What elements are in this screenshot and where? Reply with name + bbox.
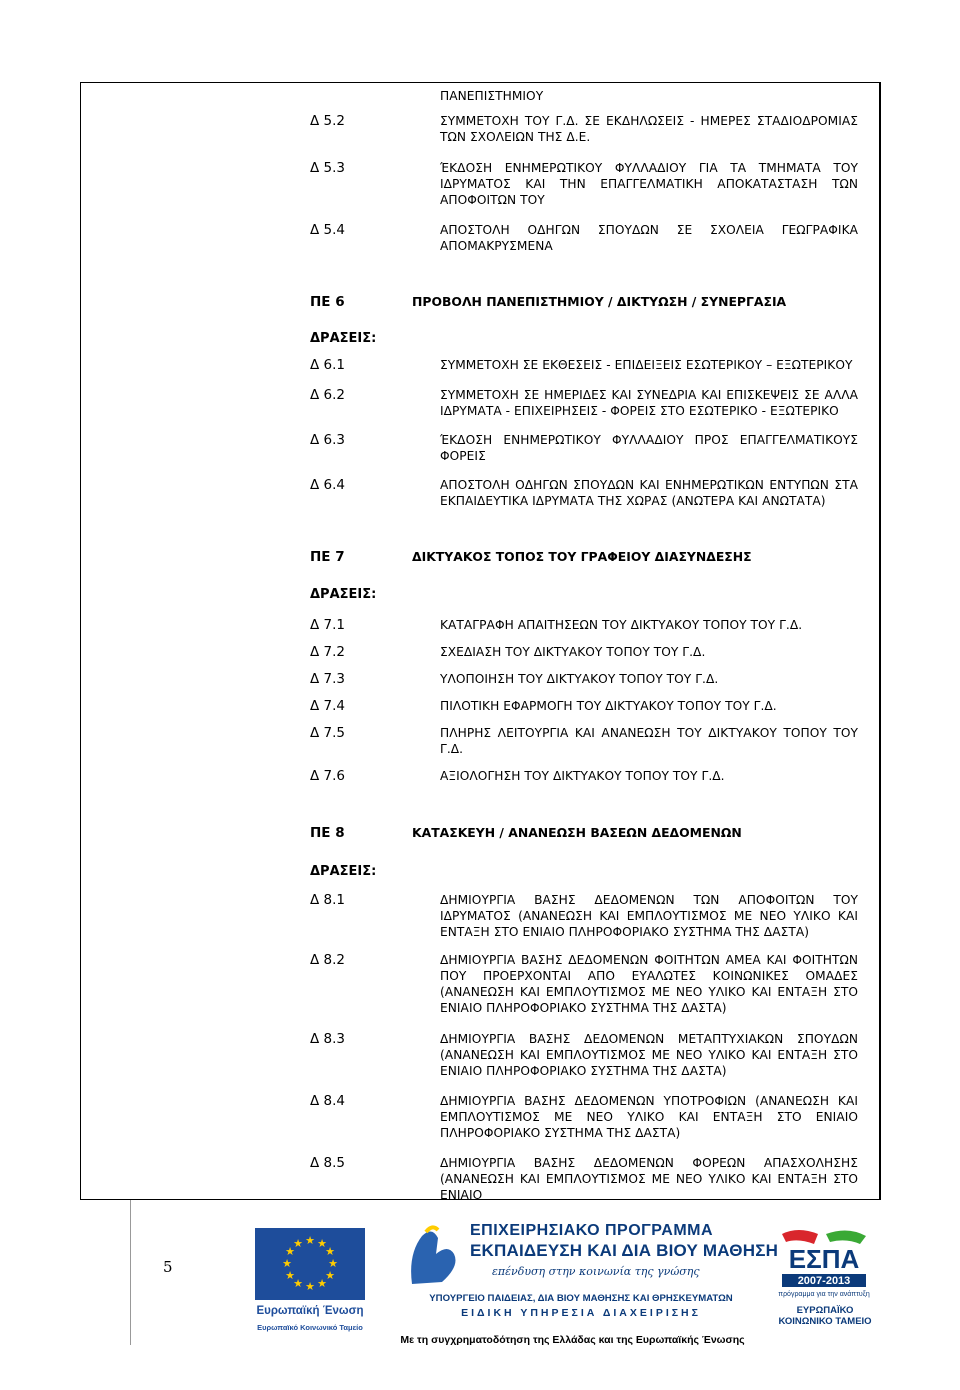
action-text-8-5: ΔΗΜΙΟΥΡΓΙΑ ΒΑΣΗΣ ΔΕΔΟΜΕΝΩΝ ΦΟΡΕΩΝ ΑΠΑΣΧΟΛΗΣΗΣ (ΑΝΑΝΕΩΣΗ ΚΑΙ ΕΜΠΛΟΥΤΙΣΜΟΣ ΜΕ ΝΕΟ ΥΛΙΚΟ ΚΑΙ ΕΝΤΑΞΗ ΣΤΟ ΕΝΙΑΙΟ [440,1156,858,1202]
action-code-6-2: Δ 6.2 [310,387,345,403]
section-code-pe6: ΠΕ 6 [310,294,345,310]
program-line1: ΕΠΙΧΕΙΡΗΣΙΑΚΟ ΠΡΟΓΡΑΜΜΑ [470,1222,714,1239]
row-code-5-2: Δ 5.2 [310,113,345,129]
program-slogan: επένδυση στην κοινωνία της γνώσης [492,1265,700,1278]
row-continuation-text: ΠΑΝΕΠΙΣΤΗΜΙΟΥ [440,89,544,103]
action-code-6-4: Δ 6.4 [310,477,345,493]
svg-text:★: ★ [305,1280,315,1293]
action-text-7-3: ΥΛΟΠΟΙΗΣΗ ΤΟΥ ΔΙΚΤΥΑΚΟΥ ΤΟΠΟΥ ΤΟΥ Γ.Δ. [440,672,719,686]
espa-sub: πρόγραμμα για την ανάπτυξη [778,1291,870,1298]
eu-label: Ευρωπαϊκή Ένωση [256,1305,364,1317]
actions-label-pe6: ΔΡΑΣΕΙΣ: [310,331,377,346]
action-text-7-6: ΑΞΙΟΛΟΓΗΣΗ ΤΟΥ ΔΙΚΤΥΑΚΟΥ ΤΟΠΟΥ ΤΟΥ Γ.Δ. [440,769,725,783]
svg-text:★: ★ [293,1237,303,1250]
action-code-8-5: Δ 8.5 [310,1155,345,1171]
svg-text:★: ★ [325,1245,335,1258]
action-code-8-1: Δ 8.1 [310,892,345,908]
section-code-pe7: ΠΕ 7 [310,549,345,565]
svg-text:★: ★ [305,1234,315,1247]
action-code-7-3: Δ 7.3 [310,671,345,687]
row-text-5-3: ΈΚΔΟΣΗ ΕΝΗΜΕΡΩΤΙΚΟΥ ΦΥΛΛΑΔΙΟΥ ΓΙΑ ΤΑ ΤΜΗΜΑΤΑ ΤΟΥ ΙΔΡΥΜΑΤΟΣ ΚΑΙ ΤΗΝ ΕΠΑΓΓΕΛΜΑΤΙΚΗ ΑΠΟΚΑΤΑΣΤΑΣΗ ΤΩΝ ΑΠΟΦΟΙΤΩΝ ΤΟΥ [440,161,858,207]
eu-flag-logo [255,1228,365,1300]
action-text-6-1: ΣΥΜΜΕΤΟΧΗ ΣΕ ΕΚΘΕΣΕΙΣ - ΕΠΙΔΕΙΞΕΙΣ ΕΣΩΤΕΡΙΚΟΥ – ΕΞΩΤΕΡΙΚΟΥ [440,358,853,372]
section-title-pe7: ΔΙΚΤΥΑΚΟΣ ΤΟΠΟΣ ΤΟΥ ΓΡΑΦΕΙΟΥ ΔΙΑΣΥΝΔΕΣΗΣ [412,549,752,564]
espa-years: 2007-2013 [797,1275,851,1287]
action-text-8-3: ΔΗΜΙΟΥΡΓΙΑ ΒΑΣΗΣ ΔΕΔΟΜΕΝΩΝ ΜΕΤΑΠΤΥΧΙΑΚΩΝ ΣΠΟΥΔΩΝ (ΑΝΑΝΕΩΣΗ ΚΑΙ ΕΜΠΛΟΥΤΙΣΜΟΣ ΜΕ ΝΕΟ ΥΛΙΚΟ ΚΑΙ ΕΝΤΑΞΗ ΣΤΟ ΕΝΙΑΙΟ ΠΛΗΡΟΦΟΡΙΑΚΟ ΣΥΣΤΗΜΑ ΤΗΣ ΔΑΣΤΑ) [440,1032,858,1078]
svg-text:★: ★ [282,1257,292,1270]
action-code-6-3: Δ 6.3 [310,432,345,448]
action-text-7-1: ΚΑΤΑΓΡΑΦΗ ΑΠΑΙΤΗΣΕΩΝ ΤΟΥ ΔΙΚΤΥΑΚΟΥ ΤΟΠΟΥ ΤΟΥ Γ.Δ. [440,618,803,632]
section-code-pe8: ΠΕ 8 [310,825,345,841]
action-code-8-2: Δ 8.2 [310,952,345,968]
espa-logo [778,1228,870,1300]
service-label: ΕΙΔΙΚΗ ΥΠΗΡΕΣΙΑ ΔΙΑΧΕΙΡΙΣΗΣ [461,1307,701,1319]
svg-text:★: ★ [317,1237,327,1250]
action-code-7-1: Δ 7.1 [310,617,345,633]
section-title-pe6: ΠΡΟΒΟΛΗ ΠΑΝΕΠΙΣΤΗΜΙΟΥ / ΔΙΚΤΥΩΣΗ / ΣΥΝΕΡΓΑΣΙΑ [412,294,787,309]
espa-title: ΕΣΠΑ [788,1244,860,1274]
actions-label-pe8: ΔΡΑΣΕΙΣ: [310,864,377,879]
section-title-pe8: ΚΑΤΑΣΚΕΥΗ / ΑΝΑΝΕΩΣΗ ΒΑΣΕΩΝ ΔΕΔΟΜΕΝΩΝ [412,825,742,840]
program-line2: ΕΚΠΑΙΔΕΥΣΗ ΚΑΙ ΔΙΑ ΒΙΟΥ ΜΑΘΗΣΗ [470,1241,779,1260]
svg-text:★: ★ [285,1269,295,1282]
cofunding-label: Με τη συγχρηματοδότηση της Ελλάδας και της Ευρωπαϊκής Ένωσης [400,1334,745,1346]
page-number: 5 [163,1258,173,1276]
svg-text:★: ★ [325,1269,335,1282]
action-code-7-4: Δ 7.4 [310,698,345,714]
ministry-label: ΥΠΟΥΡΓΕΙΟ ΠΑΙΔΕΙΑΣ, ΔΙΑ ΒΙΟΥ ΜΑΘΗΣΗΣ ΚΑΙ ΘΡΗΣΚΕΥΜΑΤΩΝ [429,1293,733,1304]
action-code-7-2: Δ 7.2 [310,644,345,660]
action-text-8-1: ΔΗΜΙΟΥΡΓΙΑ ΒΑΣΗΣ ΔΕΔΟΜΕΝΩΝ ΤΩΝ ΑΠΟΦΟΙΤΩΝ ΤΟΥ ΙΔΡΥΜΑΤΟΣ (ΑΝΑΝΕΩΣΗ ΚΑΙ ΕΜΠΛΟΥΤΙΣΜΟΣ ΜΕ ΝΕΟ ΥΛΙΚΟ ΚΑΙ ΕΝΤΑΞΗ ΣΤΟ ΕΝΙΑΙΟ ΠΛΗΡΟΦΟΡΙΑΚΟ ΣΥΣΤΗΜΑ ΤΗΣ ΔΑΣΤΑ) [440,893,858,939]
espa-label: ΕΥΡΩΠΑΪΚΟ ΚΟΙΝΩΝΙΚΟ ΤΑΜΕΙΟ [778,1305,872,1327]
action-code-8-4: Δ 8.4 [310,1093,345,1109]
svg-text:★: ★ [317,1277,327,1290]
action-code-8-3: Δ 8.3 [310,1031,345,1047]
actions-label-pe7: ΔΡΑΣΕΙΣ: [310,587,377,602]
action-text-6-4: ΑΠΟΣΤΟΛΗ ΟΔΗΓΩΝ ΣΠΟΥΔΩΝ ΚΑΙ ΕΝΗΜΕΡΩΤΙΚΩΝ ΕΝΤΥΠΩΝ ΣΤΑ ΕΚΠΑΙΔΕΥΤΙΚΑ ΙΔΡΥΜΑΤΑ ΤΗΣ ΧΩΡΑΣ (ΑΝΩΤΕΡΑ ΚΑΙ ΑΝΩΤΑΤΑ) [440,478,858,508]
action-text-8-2: ΔΗΜΙΟΥΡΓΙΑ ΒΑΣΗΣ ΔΕΔΟΜΕΝΩΝ ΦΟΙΤΗΤΩΝ ΑΜΕΑ ΚΑΙ ΦΟΙΤΗΤΩΝ ΠΟΥ ΠΡΟΕΡΧΟΝΤΑΙ ΑΠΟ ΕΥΑΛΩΤΕΣ ΚΟΙΝΩΝΙΚΕΣ ΟΜΑΔΕΣ (ΑΝΑΝΕΩΣΗ ΚΑΙ ΕΜΠΛΟΥΤΙΣΜΟΣ ΜΕ ΝΕΟ ΥΛΙΚΟ ΚΑΙ ΕΝΤΑΞΗ ΣΤΟ ΕΝΙΑΙΟ ΠΛΗΡΟΦΟΡΙΑΚΟ ΣΥΣΤΗΜΑ ΤΗΣ ΔΑΣΤΑ) [440,953,858,1015]
row-text-5-2: ΣΥΜΜΕΤΟΧΗ ΤΟΥ Γ.Δ. ΣΕ ΕΚΔΗΛΩΣΕΙΣ - ΗΜΕΡΕΣ ΣΤΑΔΙΟΔΡΟΜΙΑΣ ΤΩΝ ΣΧΟΛΕΙΩΝ ΤΗΣ Δ.Ε. [440,114,858,144]
svg-text:★: ★ [293,1277,303,1290]
action-code-6-1: Δ 6.1 [310,357,345,373]
action-text-7-5: ΠΛΗΡΗΣ ΛΕΙΤΟΥΡΓΙΑ ΚΑΙ ΑΝΑΝΕΩΣΗ ΤΟΥ ΔΙΚΤΥΑΚΟΥ ΤΟΠΟΥ ΤΟΥ Γ.Δ. [440,726,858,756]
row-code-5-3: Δ 5.3 [310,160,345,176]
svg-text:★: ★ [328,1257,338,1270]
svg-text:★: ★ [285,1245,295,1258]
program-hand-icon [402,1224,464,1292]
action-code-7-6: Δ 7.6 [310,768,345,784]
action-code-7-5: Δ 7.5 [310,725,345,741]
row-code-5-4: Δ 5.4 [310,222,345,238]
row-text-5-4: ΑΠΟΣΤΟΛΗ ΟΔΗΓΩΝ ΣΠΟΥΔΩΝ ΣΕ ΣΧΟΛΕΙΑ ΓΕΩΓΡΑΦΙΚΑ ΑΠΟΜΑΚΡΥΣΜΕΝΑ [440,223,858,253]
eu-sub-label: Ευρωπαϊκό Κοινωνικό Ταμείο [257,1323,363,1332]
action-text-6-2: ΣΥΜΜΕΤΟΧΗ ΣΕ ΗΜΕΡΙΔΕΣ ΚΑΙ ΣΥΝΕΔΡΙΑ ΚΑΙ ΕΠΙΣΚΕΨΕΙΣ ΣΕ ΑΛΛΑ ΙΔΡΥΜΑΤΑ - ΕΠΙΧΕΙΡΗΣΕΙΣ - ΦΟΡΕΙΣ ΣΤΟ ΕΣΩΤΕΡΙΚΟ - ΕΞΩΤΕΡΙΚΟ [440,388,858,418]
action-text-7-4: ΠΙΛΟΤΙΚΗ ΕΦΑΡΜΟΓΗ ΤΟΥ ΔΙΚΤΥΑΚΟΥ ΤΟΠΟΥ ΤΟΥ Γ.Δ. [440,699,777,713]
action-text-6-3: ΈΚΔΟΣΗ ΕΝΗΜΕΡΩΤΙΚΟΥ ΦΥΛΛΑΔΙΟΥ ΠΡΟΣ ΕΠΑΓΓΕΛΜΑΤΙΚΟΥΣ ΦΟΡΕΙΣ [440,433,858,463]
action-text-8-4: ΔΗΜΙΟΥΡΓΙΑ ΒΑΣΗΣ ΔΕΔΟΜΕΝΩΝ ΥΠΟΤΡΟΦΙΩΝ (ΑΝΑΝΕΩΣΗ ΚΑΙ ΕΜΠΛΟΥΤΙΣΜΟΣ ΜΕ ΝΕΟ ΥΛΙΚΟ ΚΑΙ ΕΝΤΑΞΗ ΣΤΟ ΕΝΙΑΙΟ ΠΛΗΡΟΦΟΡΙΑΚΟ ΣΥΣΤΗΜΑ ΤΗΣ ΔΑΣΤΑ) [440,1094,858,1140]
action-text-7-2: ΣΧΕΔΙΑΣΗ ΤΟΥ ΔΙΚΤΥΑΚΟΥ ΤΟΠΟΥ ΤΟΥ Γ.Δ. [440,645,706,659]
